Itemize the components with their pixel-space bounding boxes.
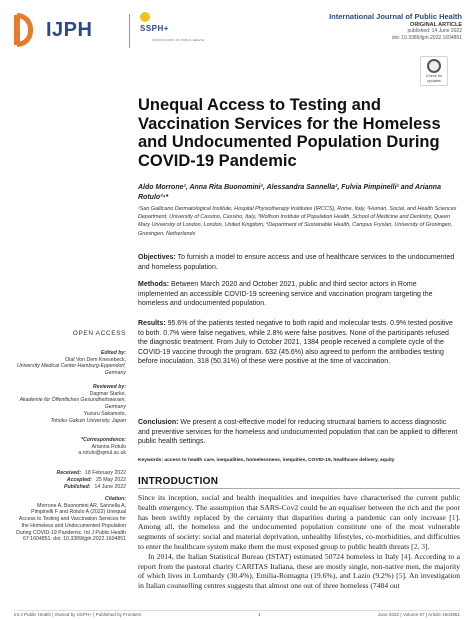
- introduction-body: [138, 493, 460, 591]
- abstract-objectives: [138, 253, 458, 272]
- received-date: 18 February 2022: [85, 470, 126, 476]
- journal-name[interactable]: International Journal of Public Health: [329, 12, 462, 21]
- abstract-methods: [138, 280, 458, 309]
- published-label: Published:: [64, 484, 91, 490]
- conclusion-label: Conclusion:: [138, 419, 179, 426]
- objectives-text: To furnish a model to ensure access and use of healthcare services to the undocumented and homeless population.: [138, 254, 455, 271]
- article-title: Unequal Access to Testing and Vaccination Services for the Homeless and Undocumented Population During COVID-19 Pandemic: [138, 96, 441, 170]
- correspondence-name: Arianna Rotulo: [91, 443, 126, 450]
- reviewer-1-name: Dagmar Starke,: [89, 390, 126, 397]
- ssph-logo-icon: [140, 12, 150, 22]
- page-footer: [14, 612, 460, 617]
- introduction-rule: [138, 488, 460, 489]
- methods-label: Methods:: [138, 281, 170, 288]
- reviewer-1-affiliation: Akademie für Öffentliches Gesundheitswesen, Germany: [19, 397, 126, 411]
- intro-p2-text-b: ]. According to a report from the pastoral charity CARITAS Italiana, these are mostly single, non-native men, the majority of which lives in Lombardy (30.4%), Emilia-Romagna (19.6%), and Lazio (9.2%) [: [138, 551, 460, 581]
- abstract-conclusion: [138, 418, 458, 447]
- correspondence: [14, 437, 126, 457]
- article-type: ORIGINAL ARTICLE: [410, 22, 462, 28]
- article-history: [14, 470, 126, 491]
- results-text: 95.6% of the patients tested negative to both rapid and molecular tests. 0.9% tested positive to both. 0.7% were false negatives, while 2.8% were false positives. None of the participants refused the diagnostic treatment. From July to October 2021, 1384 people received a complete cycle of the COVID-19 vaccine through the program. 632 (45.6%) also agreed to perform the antibodies testing before inoculation. 318 (50.31%) of these were positive at the time of vaccination.: [138, 320, 453, 366]
- ijph-logo[interactable]: [14, 10, 106, 50]
- introduction-heading: INTRODUCTION: [138, 476, 219, 487]
- reference-link[interactable]: 2, 3: [413, 541, 426, 551]
- reviewed-by: [14, 384, 126, 424]
- conclusion-text: We present a cost-effective model for reducing structural barriers to access diagnostic and preventive services for the homeless and undocumented population that can be applied to different public health settings.: [138, 419, 458, 446]
- ssph-logo-subtitle: SWISS SCHOOL OF PUBLIC HEALTH: [152, 38, 205, 42]
- footer-issue-info: June 2022 | Volume 67 | Article 1604851: [377, 612, 460, 617]
- reviewer-2-name: Yuzuru Sakamoto,: [83, 410, 126, 417]
- check-updates-label: Check for updates: [425, 74, 443, 83]
- published-date-sidebar: 14 June 2022: [94, 484, 126, 490]
- check-updates-button[interactable]: [420, 56, 448, 86]
- correspondence-label: *Correspondence:: [81, 437, 126, 443]
- abstract-results: [138, 319, 458, 367]
- intro-paragraph-2: [138, 552, 460, 591]
- citation-label: Citation:: [104, 496, 126, 502]
- edited-by-label: Edited by:: [100, 350, 126, 356]
- edited-by: [14, 350, 126, 377]
- affiliations: ¹San Gallicano Dermatological Institute, Hospital Physiotherapy Institutes (IRCCS), Rome, Italy, ²Human, Social, and Health Sciences Department, University of Cassino, Cassino, Italy, ³Wolfson Institute of Population Health, School of Medicine and Dentistry, Queen Mary University of London, London, United Kingdom, ⁴Department of Sustainable Health, Campus Fryslan, University of Groningen, Groningen, Netherlands: [138, 206, 457, 237]
- page-number: 1: [258, 612, 261, 617]
- footer-rule: [14, 610, 460, 611]
- intro-paragraph-1: [138, 493, 460, 552]
- open-access-label: OPEN ACCESS: [72, 330, 126, 337]
- header-divider: [129, 14, 130, 48]
- keywords: Keywords: access to health care, inequalities, homelessness, inequities, COVID-19, healthcare delivery, equity: [138, 458, 395, 463]
- citation: [14, 496, 126, 543]
- intro-p1-text-b: ]. Among all, the homeless and the undocumented population constitute one of the most vulnerable segments of society: social and material deprivation, unhealthy lifestyles, co-morbidities, and difficulties to enter the healthcare system make them the most exposed group to public health threats [: [138, 512, 460, 551]
- intro-p1-text-a: Since its inception, social and health inequalities and inequities have characterised the current public health emergency. The assumption that SARS-Cov2 could be an equaliser between the rich and the poor has been swiftly replaced by the certainty that disparities during a pandemic can only increase [: [138, 493, 460, 522]
- ssph-logo-text: SSPH+: [140, 24, 169, 33]
- intro-p2-text-c: ]. An investigation in Italian counselling centres suggests that almost one out of three homeless (7484 out: [138, 571, 460, 591]
- reviewed-by-label: Reviewed by:: [92, 384, 126, 390]
- reviewer-2-affiliation: Tohoku Gakuin University, Japan: [50, 417, 126, 424]
- correspondence-email[interactable]: a.rotulo@qmul.ac.uk: [78, 450, 126, 457]
- accepted-label: Accepted:: [66, 477, 92, 483]
- results-label: Results:: [138, 320, 166, 327]
- footer-journal-info: Int J Public Health | Owned by SSPH+ | Published by Frontiers: [14, 612, 142, 617]
- journal-header: [232, 12, 462, 41]
- accepted-date: 25 May 2022: [96, 477, 126, 483]
- ijph-logo-text: IJPH: [46, 18, 93, 41]
- editor-name: Olaf Von Dem Knesebeck,: [65, 356, 126, 363]
- ijph-logo-icon: [14, 13, 40, 47]
- reference-link[interactable]: 4: [403, 551, 408, 561]
- published-date: published: 14 June 2022: [407, 28, 462, 34]
- objectives-label: Objectives:: [138, 254, 176, 261]
- doi-link[interactable]: doi: 10.3389/ijph.2022.1604851: [391, 34, 462, 41]
- received-label: Received:: [56, 470, 82, 476]
- reference-link[interactable]: 5: [398, 571, 403, 581]
- citation-text: Morrone A, Buonomini AR, Sannella A, Pimpinelli F and Rotulo A (2022) Unequal Access to Testing and Vaccination Services for the Homeless and Undocumented Population During COVID-19 Pandemic. Int J Public Health 67:1604851. doi: 10.3389/ijph.2022.1604851: [16, 502, 126, 543]
- methods-text: Between March 2020 and October 2021, public and third sector actors in Rome implemented an accessible COVID-19 screening service and vaccination program targeting the homeless and undocumented population.: [138, 281, 433, 308]
- editor-affiliation: University Medical Center Hamburg-Eppendorf, Germany: [17, 363, 126, 377]
- intro-p1-text-c: ].: [425, 541, 430, 551]
- reference-link[interactable]: 1: [451, 512, 456, 522]
- author-list[interactable]: Aldo Morrone¹, Anna Rita Buonomini¹, Alessandra Sannella², Fulvia Pimpinelli¹ and Arianna Rotulo³⁴*: [138, 184, 441, 201]
- check-updates-icon: [427, 59, 441, 73]
- intro-p2-text-a: In 2014, the Italian Statistical Bureau (ISTAT) estimated 50724 homeless in Italy [: [148, 551, 404, 561]
